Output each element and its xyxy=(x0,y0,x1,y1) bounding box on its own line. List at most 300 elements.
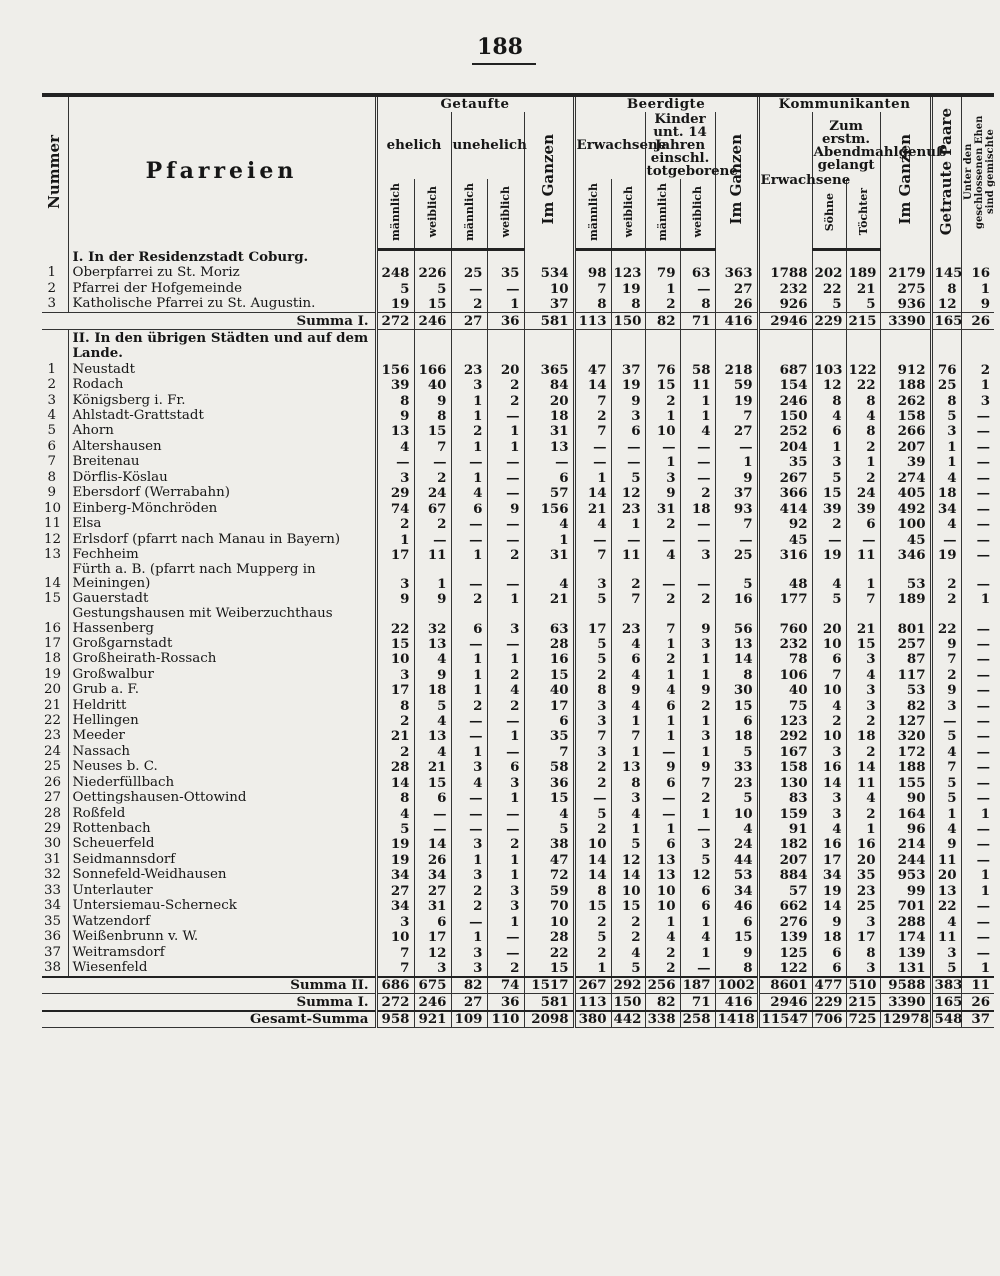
value-cell: — xyxy=(487,517,524,532)
value-cell: 25 xyxy=(846,899,880,914)
value-cell: 87 xyxy=(880,652,931,667)
value-cell: 187 xyxy=(680,977,715,994)
value-cell: 258 xyxy=(680,1011,715,1028)
value-cell: 59 xyxy=(524,883,574,898)
table-row xyxy=(42,439,994,454)
value-cell: — xyxy=(680,532,715,547)
value-cell: — xyxy=(451,714,487,729)
value-cell: 36 xyxy=(487,994,524,1011)
value-cell: — xyxy=(961,698,994,713)
value-cell: 248 xyxy=(376,266,414,281)
value-cell: 2 xyxy=(931,592,961,607)
value-cell: 8601 xyxy=(758,977,812,994)
value-cell: 2 xyxy=(931,667,961,682)
value-cell: 11 xyxy=(680,378,715,393)
value-cell: — xyxy=(961,744,994,759)
value-cell: 8 xyxy=(376,791,414,806)
value-cell: 13 xyxy=(611,760,645,775)
value-cell: 90 xyxy=(880,791,931,806)
value-cell: 1 xyxy=(611,744,645,759)
value-cell: 5 xyxy=(574,592,611,607)
value-cell: 21 xyxy=(376,729,414,744)
section-num-cell xyxy=(42,329,68,362)
row-number: 9 xyxy=(47,485,57,501)
header-getaufte: Getaufte xyxy=(376,95,574,112)
parish-name: Weißenbrunn v. W. xyxy=(68,930,376,945)
empty-cell xyxy=(414,249,451,266)
value-cell: 1 xyxy=(487,791,524,806)
value-cell: 92 xyxy=(758,517,812,532)
value-cell: 33 xyxy=(715,760,758,775)
value-cell: 8 xyxy=(611,297,645,313)
parish-name: Gestungshausen mit Weiberzuchthaus Hassenberg xyxy=(68,607,376,636)
value-cell: 1 xyxy=(645,729,680,744)
value-cell: 4 xyxy=(451,486,487,501)
header-gemischte-ehen: Unter den geschlossenen Ehen sind gemischte xyxy=(961,95,994,249)
value-cell: 18 xyxy=(812,930,846,945)
value-cell: 14 xyxy=(812,775,846,790)
value-cell: 7 xyxy=(680,775,715,790)
value-cell: 492 xyxy=(880,501,931,516)
table-row xyxy=(42,961,994,977)
value-cell: 1 xyxy=(487,868,524,883)
value-cell: 5 xyxy=(931,775,961,790)
row-number: 3 xyxy=(47,392,57,408)
value-cell: — xyxy=(961,714,994,729)
value-cell: 1 xyxy=(812,439,846,454)
value-cell: 3 xyxy=(812,744,846,759)
table-row xyxy=(42,714,994,729)
value-cell: 13 xyxy=(414,636,451,651)
summa-row xyxy=(42,313,994,329)
header-getaufte-ehelich-maennlich: männlich xyxy=(376,179,414,249)
value-cell: 5 xyxy=(376,281,414,296)
value-cell: 701 xyxy=(880,899,931,914)
value-cell: 252 xyxy=(758,424,812,439)
value-cell: 158 xyxy=(758,760,812,775)
value-cell: 2946 xyxy=(758,313,812,329)
table-row xyxy=(42,852,994,867)
value-cell: 1 xyxy=(451,393,487,408)
value-cell: 14 xyxy=(574,852,611,867)
value-cell: 414 xyxy=(758,501,812,516)
value-cell: 534 xyxy=(524,266,574,281)
value-cell: 167 xyxy=(758,744,812,759)
value-cell: 1 xyxy=(574,961,611,977)
value-cell: 123 xyxy=(611,266,645,281)
value-cell: 3 xyxy=(846,961,880,977)
value-cell: 1 xyxy=(611,822,645,837)
value-cell: 17 xyxy=(524,698,574,713)
parish-name: Seidmannsdorf xyxy=(68,852,376,867)
value-cell: 74 xyxy=(376,501,414,516)
value-cell: 100 xyxy=(880,517,931,532)
value-cell: 3390 xyxy=(880,994,931,1011)
value-cell: 113 xyxy=(574,994,611,1011)
value-cell: 2 xyxy=(451,899,487,914)
table-row xyxy=(42,378,994,393)
value-cell: — xyxy=(961,837,994,852)
value-cell: 21 xyxy=(846,281,880,296)
value-cell: 57 xyxy=(758,883,812,898)
value-cell: — xyxy=(487,714,524,729)
value-cell: 3 xyxy=(961,393,994,408)
value-cell: 3 xyxy=(487,775,524,790)
table-row xyxy=(42,883,994,898)
value-cell: 246 xyxy=(414,313,451,329)
value-cell: 12 xyxy=(611,852,645,867)
value-cell: 35 xyxy=(524,729,574,744)
value-cell: 56 xyxy=(715,607,758,636)
value-cell: 117 xyxy=(880,667,931,682)
parish-name: Hellingen xyxy=(68,714,376,729)
value-cell: 3 xyxy=(574,698,611,713)
value-cell: 13 xyxy=(931,883,961,898)
value-cell: 2 xyxy=(574,822,611,837)
value-cell: — xyxy=(451,517,487,532)
header-ehelich: ehelich xyxy=(376,112,451,179)
value-cell: 16 xyxy=(524,652,574,667)
row-number: 25 xyxy=(44,759,62,775)
value-cell: 229 xyxy=(812,994,846,1011)
value-cell: 47 xyxy=(574,362,611,377)
value-cell: 13 xyxy=(376,424,414,439)
value-cell: 7 xyxy=(715,409,758,424)
value-cell: 662 xyxy=(758,899,812,914)
value-cell: 15 xyxy=(524,961,574,977)
value-cell: 3 xyxy=(487,899,524,914)
value-cell: 34 xyxy=(376,868,414,883)
value-cell: — xyxy=(680,517,715,532)
header-beerdigte-kinder-maennlich: männlich xyxy=(645,179,680,249)
value-cell: 4 xyxy=(645,547,680,562)
value-cell: 214 xyxy=(880,837,931,852)
value-cell: — xyxy=(812,532,846,547)
value-cell: 20 xyxy=(931,868,961,883)
value-cell: 477 xyxy=(812,977,846,994)
value-cell: 14 xyxy=(574,378,611,393)
header-getraute-paare: Getraute Paare xyxy=(931,95,961,249)
value-cell: 19 xyxy=(611,281,645,296)
value-cell: 150 xyxy=(611,313,645,329)
value-cell: 5 xyxy=(846,297,880,313)
parish-name: Neustadt xyxy=(68,362,376,377)
summa-label: Summa II. xyxy=(42,977,376,994)
value-cell: 28 xyxy=(524,930,574,945)
value-cell: 6 xyxy=(846,517,880,532)
value-cell: — xyxy=(524,455,574,470)
parish-name: Königsberg i. Fr. xyxy=(68,393,376,408)
value-cell: 2 xyxy=(414,517,451,532)
table-row xyxy=(42,517,994,532)
value-cell: 21 xyxy=(524,592,574,607)
value-cell: 510 xyxy=(846,977,880,994)
value-cell: 35 xyxy=(758,455,812,470)
value-cell: 2 xyxy=(680,592,715,607)
value-cell: 4 xyxy=(611,698,645,713)
value-cell: 686 xyxy=(376,977,414,994)
value-cell: — xyxy=(487,470,524,485)
value-cell: — xyxy=(961,501,994,516)
value-cell: 72 xyxy=(524,868,574,883)
value-cell: 2 xyxy=(574,914,611,929)
empty-cell xyxy=(715,329,758,362)
value-cell: 207 xyxy=(758,852,812,867)
value-cell: 2 xyxy=(680,486,715,501)
value-cell: 2 xyxy=(846,470,880,485)
value-cell: 246 xyxy=(758,393,812,408)
value-cell: 188 xyxy=(880,760,931,775)
value-cell: 1 xyxy=(487,852,524,867)
header-erwachsene: Erwachsene xyxy=(574,112,645,179)
value-cell: 20 xyxy=(812,607,846,636)
value-cell: 725 xyxy=(846,1011,880,1028)
value-cell: 15 xyxy=(611,899,645,914)
value-cell: 172 xyxy=(880,744,931,759)
value-cell: 292 xyxy=(611,977,645,994)
value-cell: — xyxy=(414,806,451,821)
value-cell: 9 xyxy=(931,636,961,651)
value-cell: 58 xyxy=(524,760,574,775)
value-cell: 5 xyxy=(414,281,451,296)
value-cell: 6 xyxy=(812,424,846,439)
value-cell: 11 xyxy=(931,852,961,867)
value-cell: 8 xyxy=(574,297,611,313)
value-cell: 6 xyxy=(524,470,574,485)
value-cell: 189 xyxy=(880,592,931,607)
value-cell: 1 xyxy=(451,744,487,759)
value-cell: 405 xyxy=(880,486,931,501)
value-cell: 4 xyxy=(812,822,846,837)
value-cell: 79 xyxy=(645,266,680,281)
empty-cell xyxy=(376,329,414,362)
value-cell: 19 xyxy=(931,547,961,562)
empty-cell xyxy=(812,329,846,362)
value-cell: — xyxy=(487,822,524,837)
value-cell: 78 xyxy=(758,652,812,667)
value-cell: 28 xyxy=(376,760,414,775)
value-cell: 27 xyxy=(715,281,758,296)
value-cell: 10 xyxy=(645,883,680,898)
value-cell: 3 xyxy=(574,714,611,729)
value-cell: 1 xyxy=(574,470,611,485)
value-cell: — xyxy=(487,532,524,547)
value-cell: 83 xyxy=(758,791,812,806)
value-cell: 1 xyxy=(680,714,715,729)
value-cell: 4 xyxy=(524,517,574,532)
header-zum-erstm: Zum erstm. Abendmahlgenuß gelangt xyxy=(812,112,880,179)
value-cell: 1 xyxy=(961,592,994,607)
value-cell: 9 xyxy=(931,683,961,698)
row-number: 2 xyxy=(47,377,57,393)
value-cell: 75 xyxy=(758,698,812,713)
value-cell: 40 xyxy=(758,683,812,698)
value-cell: 1 xyxy=(487,424,524,439)
value-cell: 4 xyxy=(376,439,414,454)
value-cell: 30 xyxy=(715,683,758,698)
value-cell: 23 xyxy=(611,607,645,636)
value-cell: 4 xyxy=(376,806,414,821)
value-cell: 11 xyxy=(931,930,961,945)
value-cell: 1 xyxy=(645,455,680,470)
empty-cell xyxy=(931,329,961,362)
value-cell: 2 xyxy=(451,592,487,607)
value-cell: 2179 xyxy=(880,266,931,281)
parish-name: Ahlstadt-Grattstadt xyxy=(68,409,376,424)
row-number: 4 xyxy=(47,407,57,423)
value-cell: 23 xyxy=(451,362,487,377)
value-cell: 11547 xyxy=(758,1011,812,1028)
table-row xyxy=(42,683,994,698)
parish-name: Dörflis-Köslau xyxy=(68,470,376,485)
value-cell: 8 xyxy=(846,945,880,960)
value-cell: 1 xyxy=(451,547,487,562)
value-cell: 363 xyxy=(715,266,758,281)
value-cell: 4 xyxy=(645,683,680,698)
value-cell: 2 xyxy=(645,652,680,667)
value-cell: 26 xyxy=(961,994,994,1011)
parish-name: Gauerstadt xyxy=(68,592,376,607)
value-cell: 76 xyxy=(645,362,680,377)
value-cell: 9 xyxy=(376,409,414,424)
value-cell: 139 xyxy=(758,930,812,945)
value-cell: 1 xyxy=(451,439,487,454)
value-cell: 4 xyxy=(931,822,961,837)
value-cell: 3 xyxy=(611,791,645,806)
value-cell: 18 xyxy=(715,729,758,744)
value-cell: 19 xyxy=(611,378,645,393)
value-cell: 1 xyxy=(680,409,715,424)
value-cell: 10 xyxy=(611,883,645,898)
value-cell: 2946 xyxy=(758,994,812,1011)
value-cell: 2 xyxy=(574,409,611,424)
value-cell: — xyxy=(611,439,645,454)
value-cell: 365 xyxy=(524,362,574,377)
row-number: 32 xyxy=(44,867,62,883)
value-cell: 14 xyxy=(574,868,611,883)
parish-name: Grub a. F. xyxy=(68,683,376,698)
value-cell: 8 xyxy=(931,281,961,296)
value-cell: 13 xyxy=(645,852,680,867)
value-cell: 6 xyxy=(645,775,680,790)
value-cell: 926 xyxy=(758,297,812,313)
value-cell: — xyxy=(451,729,487,744)
value-cell: — xyxy=(451,806,487,821)
value-cell: — xyxy=(961,517,994,532)
value-cell: 7 xyxy=(574,393,611,408)
value-cell: 257 xyxy=(880,636,931,651)
header-pfarreien: Pfarreien xyxy=(68,95,376,249)
value-cell: 11 xyxy=(414,547,451,562)
value-cell: — xyxy=(931,714,961,729)
value-cell: 9 xyxy=(680,760,715,775)
value-cell: — xyxy=(961,775,994,790)
row-number: 2 xyxy=(47,280,57,296)
value-cell: 2 xyxy=(611,914,645,929)
value-cell: 3 xyxy=(680,636,715,651)
value-cell: 4 xyxy=(574,517,611,532)
value-cell: — xyxy=(961,852,994,867)
value-cell: 3 xyxy=(812,806,846,821)
empty-cell xyxy=(758,329,812,362)
empty-cell xyxy=(376,249,414,266)
value-cell: 267 xyxy=(758,470,812,485)
value-cell: 2 xyxy=(645,961,680,977)
value-cell: 6 xyxy=(812,945,846,960)
row-number: 12 xyxy=(44,531,62,547)
value-cell: 8 xyxy=(812,393,846,408)
value-cell: 207 xyxy=(880,439,931,454)
value-cell: 122 xyxy=(758,961,812,977)
value-cell: 3 xyxy=(574,744,611,759)
value-cell: 24 xyxy=(414,486,451,501)
value-cell: 4 xyxy=(524,563,574,592)
value-cell: 38 xyxy=(524,837,574,852)
table-row xyxy=(42,592,994,607)
value-cell: 3 xyxy=(931,945,961,960)
value-cell: 9 xyxy=(680,683,715,698)
value-cell: 7 xyxy=(931,760,961,775)
value-cell: 40 xyxy=(414,378,451,393)
value-cell: 32 xyxy=(414,607,451,636)
value-cell: 3 xyxy=(451,837,487,852)
value-cell: — xyxy=(451,791,487,806)
section-title: II. In den übrigen Städten und auf dem Lande. xyxy=(68,329,376,362)
value-cell: 14 xyxy=(715,652,758,667)
value-cell: 1517 xyxy=(524,977,574,994)
value-cell: 246 xyxy=(414,994,451,1011)
value-cell: 17 xyxy=(812,852,846,867)
value-cell: 31 xyxy=(414,899,451,914)
value-cell: 3 xyxy=(846,652,880,667)
table-row xyxy=(42,362,994,377)
value-cell: 12 xyxy=(680,868,715,883)
value-cell: 1 xyxy=(961,961,994,977)
value-cell: 1 xyxy=(846,563,880,592)
value-cell: 28 xyxy=(524,636,574,651)
value-cell: 2 xyxy=(931,563,961,592)
value-cell: 2 xyxy=(487,667,524,682)
value-cell: 2 xyxy=(846,439,880,454)
empty-cell xyxy=(961,249,994,266)
value-cell: 936 xyxy=(880,297,931,313)
value-cell: 27 xyxy=(451,313,487,329)
table-row xyxy=(42,930,994,945)
value-cell: 1 xyxy=(961,883,994,898)
value-cell: — xyxy=(574,532,611,547)
value-cell: 6 xyxy=(645,837,680,852)
value-cell: 5 xyxy=(931,729,961,744)
empty-cell xyxy=(611,329,645,362)
value-cell: — xyxy=(645,806,680,821)
table-row xyxy=(42,914,994,929)
value-cell: 15 xyxy=(574,899,611,914)
value-cell: 1 xyxy=(645,914,680,929)
value-cell: 74 xyxy=(487,977,524,994)
value-cell: 1 xyxy=(611,517,645,532)
row-number: 33 xyxy=(44,882,62,898)
value-cell: — xyxy=(961,607,994,636)
value-cell: 39 xyxy=(812,501,846,516)
header-kommunikanten-im-ganzen: Im Ganzen xyxy=(880,112,931,249)
value-cell: — xyxy=(961,486,994,501)
value-cell: 35 xyxy=(846,868,880,883)
value-cell: 274 xyxy=(880,470,931,485)
value-cell: 164 xyxy=(880,806,931,821)
value-cell: 47 xyxy=(524,852,574,867)
value-cell: — xyxy=(680,281,715,296)
value-cell: — xyxy=(487,636,524,651)
